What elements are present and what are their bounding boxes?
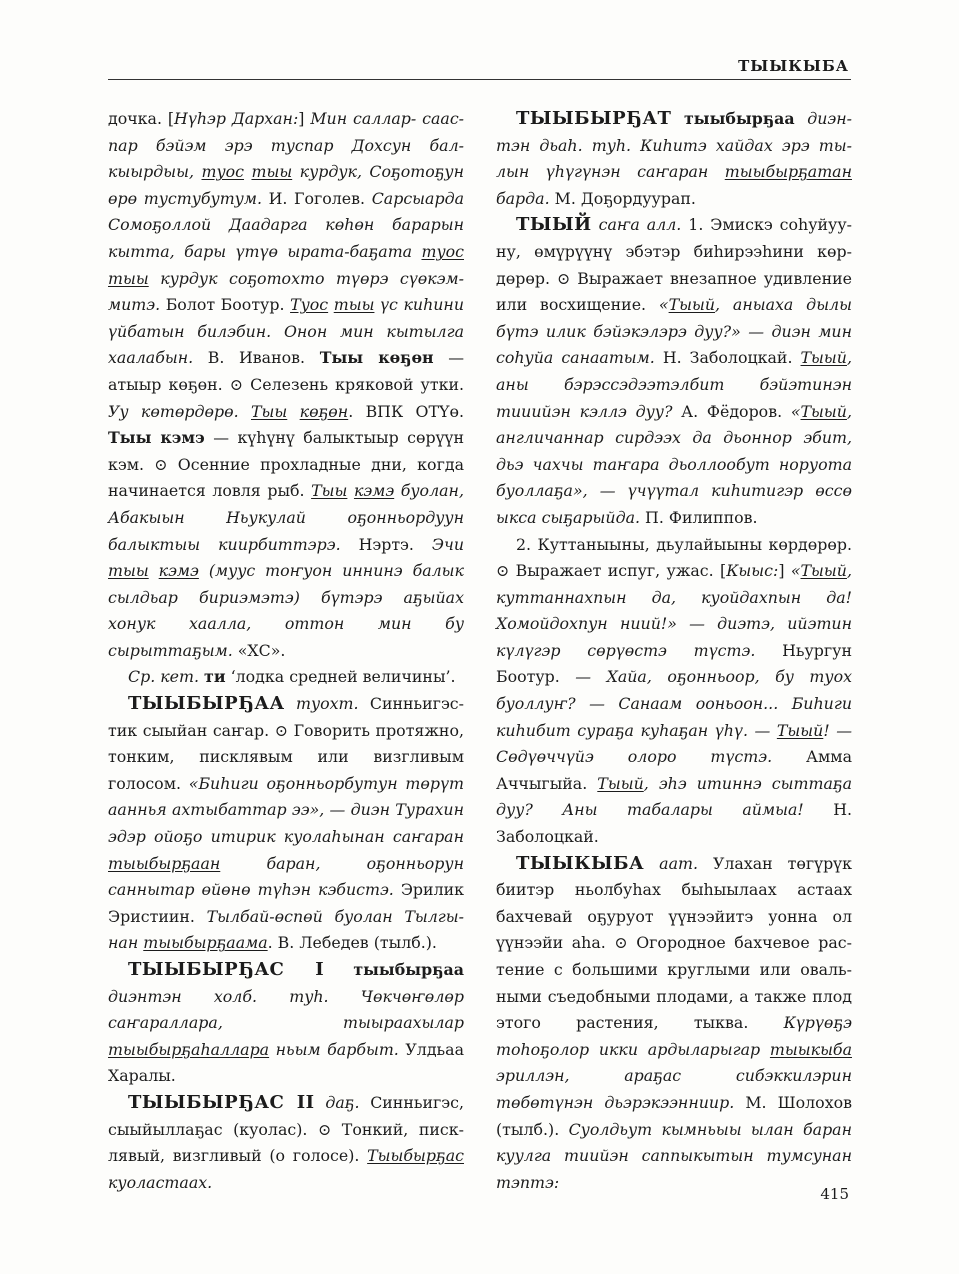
- circle-dot-icon: ⊙: [317, 1119, 332, 1139]
- headword: ТЫЫЙ: [516, 214, 592, 236]
- page-number: 415: [820, 1185, 849, 1203]
- circle-dot-icon: ⊙: [496, 561, 510, 581]
- headword: ТЫЫБЫРҔАС I: [128, 959, 325, 980]
- circle-dot-icon: ⊙: [229, 374, 244, 394]
- entry-tyyi-1: ТЫЫЙ саҥа алл. 1. Эмискэ соһуйууну, өмүрүүнү эбэтэр биһирээһини көрдөрөр. ⊙ Выражает внезапное удивление или восхищение. «Тыый, аныаха дылы бүтэ илик бэйэкэлэрэ дуу?» — диэн мин соһуйа санаатым. Н. Заболоцкай. Тыый, аны бэрэссэдээтэлбит бэйэтинэн тииийэн кэллэ дуу? А. Фёдоров. «Тыый, англичаннар сирдээх да дьоннор эбит, дьэ чахчы таҥара дьоллообут норуота буоллаҕа», — үчүүтал киһитигэр өссө ыкса сыҕарыйда. П. Филиппов.: [496, 214, 852, 527]
- headword: ТЫЫБЫРҔАА: [128, 693, 285, 715]
- entry-tyybyrgas-1: ТЫЫБЫРҔАС I тыыбырҕаа диэнтэн холб. туһ. Чөкчөҥөлөр саҥараллара, тыыраахылар тыыбырҕаһаллара ньым барбыт. Улдьаа Харалы.: [108, 959, 464, 1086]
- circle-dot-icon: ⊙: [274, 720, 288, 740]
- entry-tyybyrgaa: ТЫЫБЫРҔАА туохт. Синньигэстик сыыйан саҥар. ⊙ Говорить протяжно, тонким, писклявым или визгливым голосом. «Биһиги оҕонньорбутун төрүт ааннья ахтыбаттар ээ», — диэн Турахин эдэр ойоҕо итирик куолаһынан саҥаран тыыбырҕаан баран, оҕонньорун саннытар өйөнө түһэн кэбистэ. Эрилик Эристиин. Тылбай-өспөй буолан Тылгынан тыыбырҕаама. В. Лебедев (тылб.).: [108, 693, 465, 953]
- entry-tyybyrgas-2: ТЫЫБЫРҔАС II даҕ. Синньигэс, сыыйыллаҕас (куолас). ⊙ Тонкий, писклявый, визгливый (о голосе). Тыыбырҕас куоластаах.: [108, 1091, 464, 1192]
- circle-dot-icon: ⊙: [154, 454, 168, 474]
- right-column: [496, 106, 852, 1196]
- headword: ТЫЫБЫРҔАТ: [516, 108, 672, 129]
- entry-continuation: дочка. [Нүһэр Дархан:] Мин саллар- сааспар бэйэм эрэ туспар Дохсун балкыырдыы, туос тыы курдук, Соҕотоҕун өрө тустубутум. И. Гоголев. Сарсыарда Сомоҕоллой Даадарга көһөн барарын кытта, бары үтүө ырата-баҕата туос тыы курдук соҕотохто түөрэ сүөкэммитэ. Болот Боотур. Туос тыы үс киһини үйбатын билэбин. Онон мин кытылга хаалабын. В. Иванов. Тыы көҕөн — атыыр көҕөн. ⊙ Селезень кряковой утки. Уу көтөрдөрө. Тыы көҕөн. ВПК ОТҮө. Тыы кэмэ — күһүнү балыктыыр сөрүүн кэм. ⊙ Осенние прохладные дни, когда начинается ловля рыб. Тыы кэмэ буолан, Абакыын Ньукулай оҕонньордуун балыктыы киирбиттэрэ. Нэртэ. Эчи тыы кэмэ (муус тоҥуон иннинэ балык сылдьар бириэмэтэ) бүтэрэ аҕыйах хонук хаалла, оттон мин бу сырыттаҕым. «ХС».: [108, 109, 465, 660]
- circle-dot-icon: ⊙: [557, 268, 571, 288]
- circle-dot-icon: ⊙: [614, 933, 628, 953]
- headword: ТЫЫКЫБА: [516, 852, 645, 874]
- entry-tyyi-2: 2. Куттаныыны, дьулайыыны көрдөрөр. ⊙ Выражает испуг, ужас. [Кыыс:] «Тыый, куттаннахпын да, куойдахпын да! Хомойдохпун ниий!» — диэтэ, ийэтин күлүгэр сөрүөстэ түстэ. Ньургун Боотур. — Хайа, оҕонньоор, бу туох буоллуҥ? — Санаам ооньоон... Биһиги киһибит сураҕа куһаҕан үһү. — Тыый! — Сөдүөччүйэ олоро түстэ. Амма Аччыгыйа. Тыый, эһэ итиннэ сыттаҕа дуу? Аны табалары аймыа! Н. Заболоцкай.: [496, 534, 853, 847]
- left-column: [108, 106, 464, 1196]
- header-rule: [108, 79, 851, 80]
- headword: ТЫЫБЫРҔАС II: [128, 1091, 315, 1113]
- etymology-note: Ср. кет. ти ‘лодка средней величины’.: [128, 667, 456, 687]
- entry-tyykyba: ТЫЫКЫБА аат. Улахан төгүрүк биитэр ньолбуһах быһыылаах астаах бахчевай оҕуруот үүнээйитэ уонна ол үүнээйи аһа. ⊙ Огородное бахчевое растение с большими круглыми или овальными съедобными плодами, а также плод этого растения, тыква. Күрүөҕэ тоһоҕолор икки ардыларыгар тыыкыба эриллэн, араҕас сибэккилэрин төбөтүнэн дьэрэкээнниир. М. Шолохов (тылб.). Суолдьут кымньыы ылан баран куулга тиийэн саппыкытын тумсунан тэптэ:: [496, 852, 853, 1192]
- entry-tyybyrgat: ТЫЫБЫРҔАТ тыыбырҕаа диэнтэн дьаһ. туһ. Киһитэ хайдах эрэ тылын үһүгүнэн саҥаран тыыбырҕатан барда. М. Доҕордуурап.: [496, 108, 852, 208]
- running-head: ТЫЫКЫБА: [738, 57, 849, 75]
